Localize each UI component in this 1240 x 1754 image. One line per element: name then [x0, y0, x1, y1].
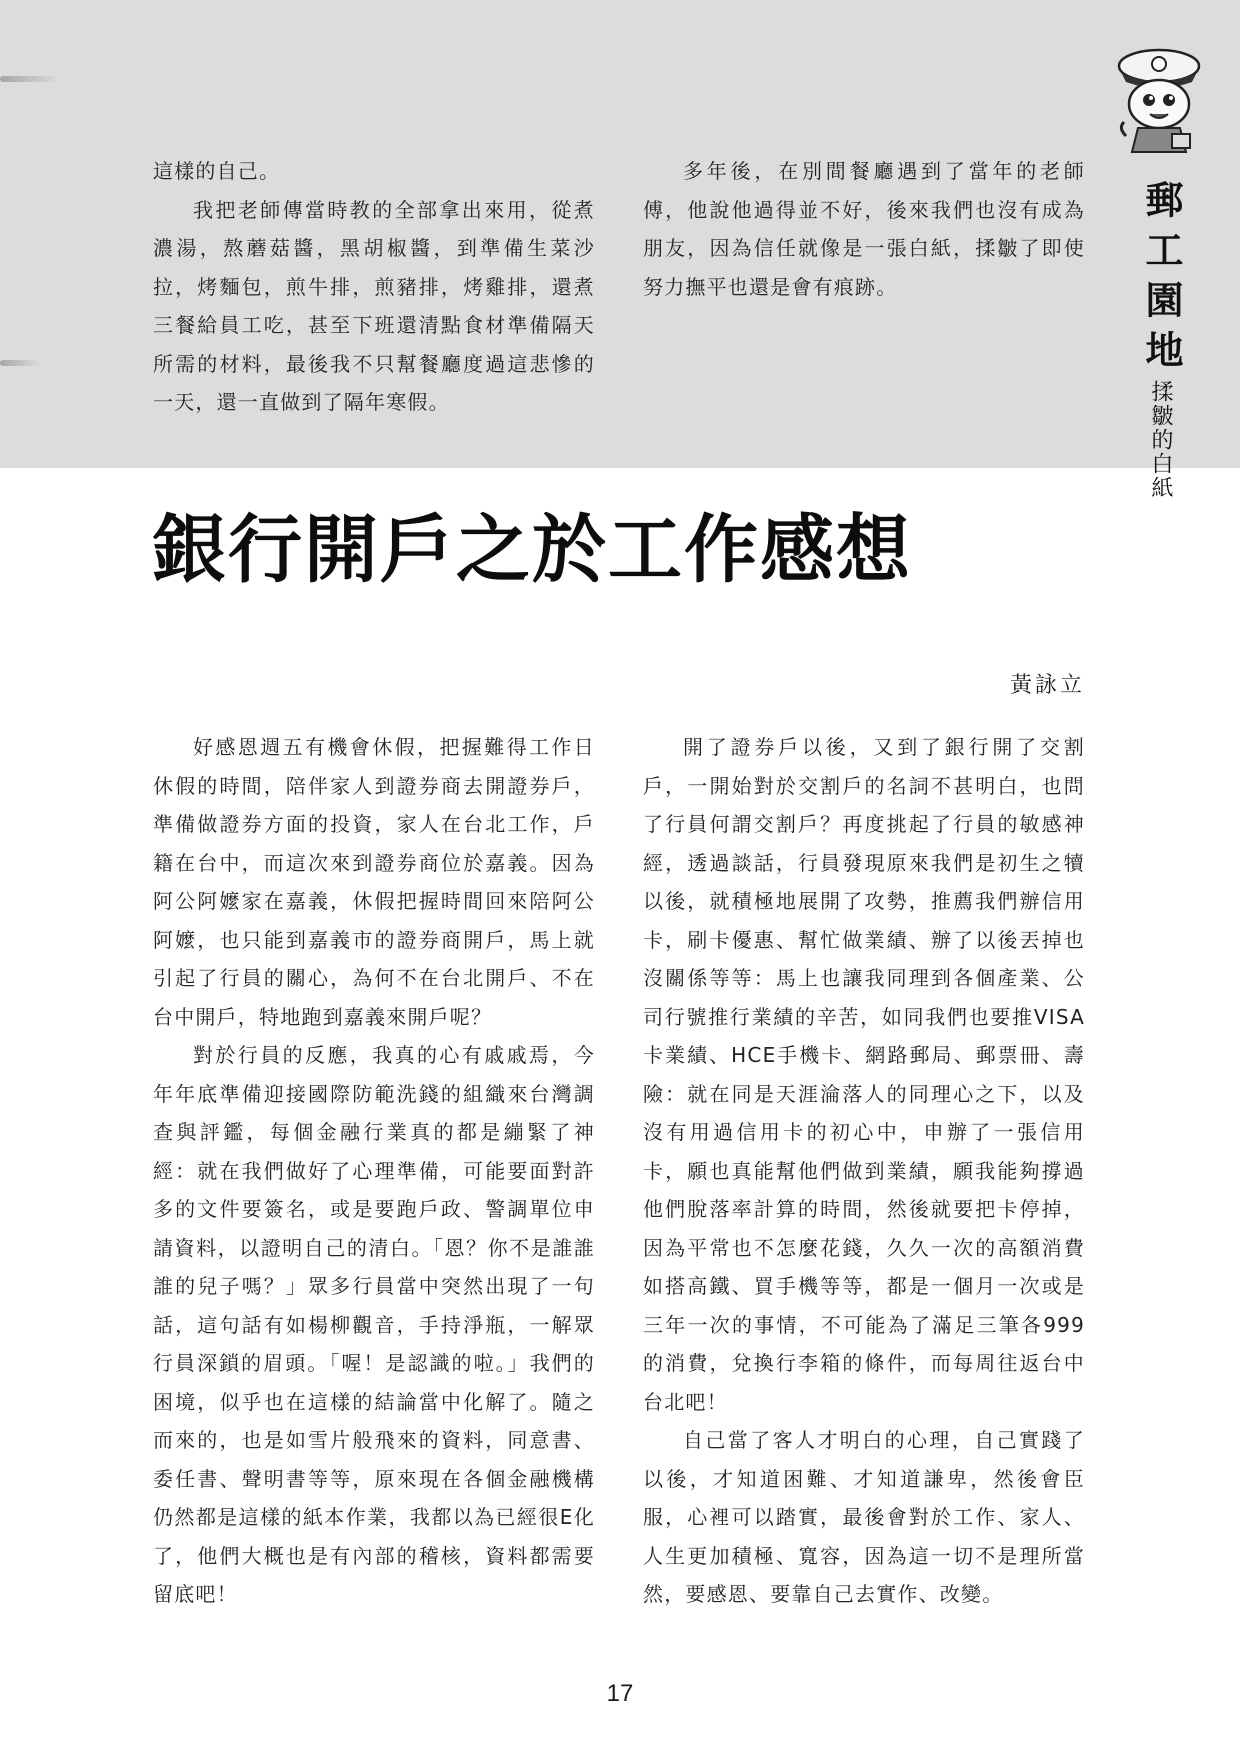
- page-number: 17: [606, 1680, 634, 1707]
- paragraph: 自己當了客人才明白的心理，自己實踐了以後，才知道困難、才知道謙卑，然後會臣服，心裡可以踏實，最後會對於工作、家人、人生更加積極、寬容，因為這一切不是理所當然，要感恩、要靠自己去實作、改變。: [643, 1428, 1085, 1606]
- decor-streak: [0, 360, 40, 366]
- article-left-column: [153, 728, 595, 1614]
- section-name: 郵工園地: [1139, 180, 1184, 380]
- section-subtitle: 揉皺的白紙: [1148, 380, 1173, 500]
- paragraph: 這樣的自己。: [153, 159, 281, 183]
- paragraph: 開了證券戶以後，又到了銀行開了交割戶，一開始對於交割戶的名詞不甚明白，也問了行員何謂交割戶？再度挑起了行員的敏感神經，透過談話，行員發現原來我們是初生之犢以後，就積極地展開了攻勢，推薦我們辦信用卡，刷卡優惠、幫忙做業績、辦了以後丟掉也沒關係等等：馬上也讓我同理到各個產業、公司行號推行業績的辛苦，如同我們也要推VISA卡業績、HCE手機卡、網路郵局、郵票冊、壽險：就在同是天涯淪落人的同理心之下，以及沒有用過信用卡的初心中，申辦了一張信用卡，願也真能幫他們做到業績，願我能夠撐過他們脫落率計算的時間，然後就要把卡停掉，因為平常也不怎麼花錢，久久一次的高額消費如搭高鐵、買手機等等，都是一個月一次或是三年一次的事情，不可能為了滿足三筆各999的消費，兌換行李箱的條件，而每周往返台中台北吧！: [643, 735, 1085, 1414]
- previous-article-right-column: [643, 152, 1085, 306]
- paragraph: 多年後，在別間餐廳遇到了當年的老師傅，他說他過得並不好，後來我們也沒有成為朋友，因為信任就像是一張白紙，揉皺了即使努力撫平也還是會有痕跡。: [643, 159, 1085, 299]
- article-right-column: [643, 728, 1085, 1614]
- paragraph: 對於行員的反應，我真的心有戚戚焉，今年年底準備迎接國際防範洗錢的組織來台灣調查與評鑑，每個金融行業真的都是繃緊了神經：就在我們做好了心理準備，可能要面對許多的文件要簽名，或是要跑戶政、警調單位申請資料，以證明自己的清白。「恩？你不是誰誰誰的兒子嗎？」眾多行員當中突然出現了一句話，這句話有如楊柳觀音，手持淨瓶，一解眾行員深鎖的眉頭。「喔！是認識的啦。」我們的困境，似乎也在這樣的結論當中化解了。隨之而來的，也是如雪片般飛來的資料，同意書、委任書、聲明書等等，原來現在各個金融機構仍然都是這樣的紙本作業，我都以為已經很E化了，他們大概也是有內部的稽核，資料都需要留底吧！: [153, 1043, 595, 1606]
- previous-article-left-column: [153, 152, 595, 422]
- decor-streak: [0, 76, 60, 82]
- article-title: 銀行開戶之於工作感想: [152, 507, 912, 593]
- article-author: 黃詠立: [1009, 673, 1085, 698]
- postman-mascot-icon: [1112, 44, 1206, 156]
- paragraph: 我把老師傳當時教的全部拿出來用，從煮濃湯，熬蘑菇醬，黑胡椒醬，到準備生菜沙拉，烤麵包，煎牛排，煎豬排，烤雞排，還煮三餐給員工吃，甚至下班還清點食材準備隔天所需的材料，最後我不只幫餐廳度過這悲慘的一天，還一直做到了隔年寒假。: [153, 197, 595, 414]
- paragraph: 好感恩週五有機會休假，把握難得工作日休假的時間，陪伴家人到證券商去開證券戶，準備做證券方面的投資，家人在台北工作，戶籍在台中，而這次來到證券商位於嘉義。因為阿公阿嬤家在嘉義，休假把握時間回來陪阿公阿嬤，也只能到嘉義市的證券商開戶，馬上就引起了行員的關心，為何不在台北開戶、不在台中開戶，特地跑到嘉義來開戶呢？: [153, 735, 595, 1029]
